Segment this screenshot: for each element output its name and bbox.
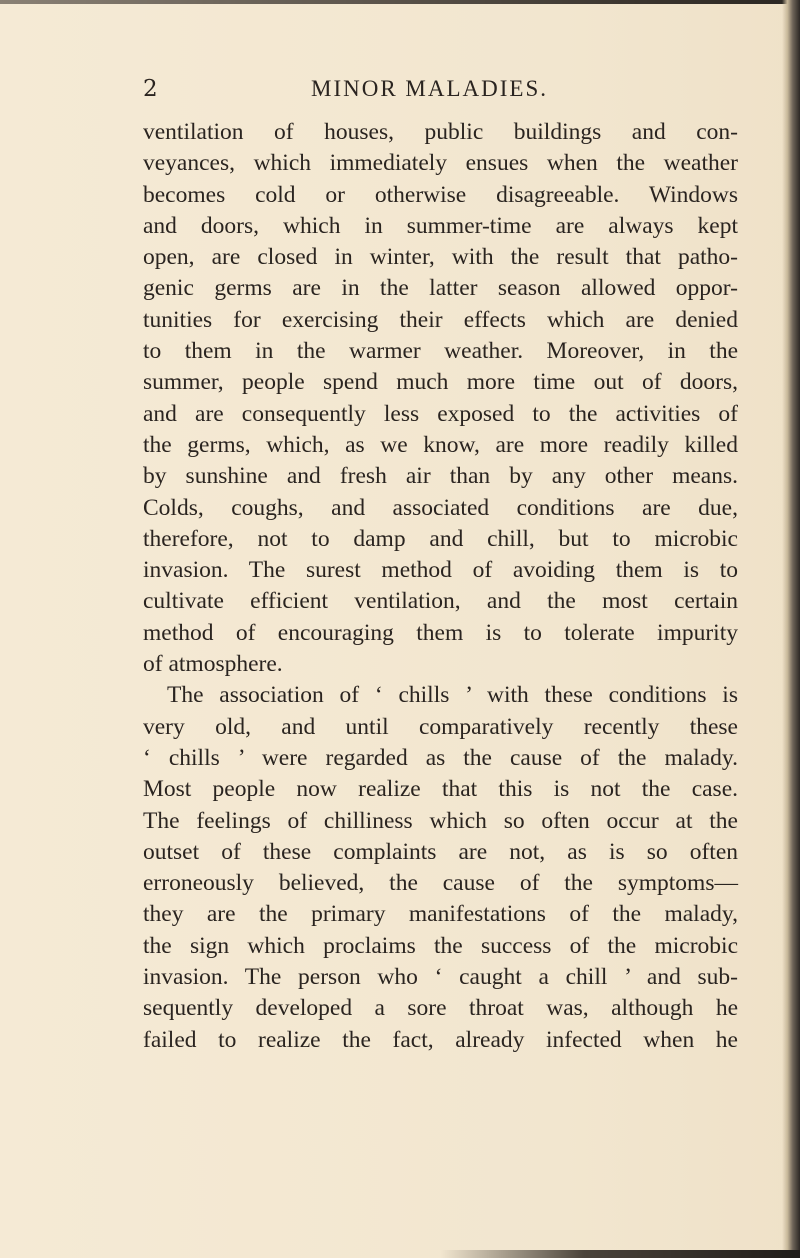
text-line: invasion. The surest method of avoiding them is to <box>143 557 738 584</box>
text-line: sequently developed a sore throat was, although he <box>143 995 738 1022</box>
text-line: ‘ chills ’ were regarded as the cause of the malady. <box>143 744 738 771</box>
page-binding-edge-shadow <box>782 0 800 1258</box>
text-line: ventilation of houses, public buildings and con- <box>143 119 738 145</box>
text-line: open, are closed in winter, with the result that patho- <box>143 244 738 271</box>
text-line: very old, and until comparatively recently these <box>143 713 738 740</box>
paragraph-end-line: of atmosphere. <box>143 651 283 678</box>
text-line: becomes cold or otherwise disagreeable. Windows <box>143 181 738 208</box>
text-line: summer, people spend much more time out of doors, <box>143 369 738 396</box>
text-line: and doors, which in summer-time are always kept <box>143 212 738 239</box>
text-line: by sunshine and fresh air than by any other means. <box>143 463 738 490</box>
text-line: therefore, not to damp and chill, but to microbic <box>143 525 738 552</box>
body-text <box>143 117 738 1056</box>
text-line: to them in the warmer weather. Moreover, in the <box>143 338 738 365</box>
text-line: cultivate efficient ventilation, and the most certain <box>143 588 738 615</box>
text-line: the germs, which, as we know, are more readily killed <box>143 431 738 458</box>
text-line: Most people now realize that this is not the case. <box>143 776 738 803</box>
text-line: outset of these complaints are not, as is so often <box>143 838 738 865</box>
paragraph-start-line: The association of ‘ chills ’ with these conditions is <box>167 682 738 709</box>
text-line: The feelings of chilliness which so often occur at the <box>143 807 738 834</box>
text-line: genic germs are in the latter season allowed oppor- <box>143 275 738 302</box>
text-line: they are the primary manifestations of the malady, <box>143 901 738 928</box>
text-line: erroneously believed, the cause of the symptoms— <box>143 870 738 897</box>
page-bottom-edge-shadow <box>440 1250 800 1258</box>
text-line: invasion. The person who ‘ caught a chill ’ and sub- <box>143 964 738 991</box>
text-line: failed to realize the fact, already infected when he <box>143 1026 738 1053</box>
text-line: and are consequently less exposed to the activities of <box>143 400 738 427</box>
text-line: Colds, coughs, and associated conditions are due, <box>143 494 738 521</box>
page-number: 2 <box>143 76 159 102</box>
text-line: veyances, which immediately ensues when the weather <box>143 150 738 177</box>
text-line: method of encouraging them is to tolerate impurity <box>143 619 738 646</box>
page-top-edge-shadow <box>0 0 800 4</box>
page-header <box>143 76 763 116</box>
running-head: MINOR MALADIES. <box>311 76 548 101</box>
text-line: tunities for exercising their effects which are denied <box>143 306 738 333</box>
text-line: the sign which proclaims the success of the microbic <box>143 932 738 959</box>
